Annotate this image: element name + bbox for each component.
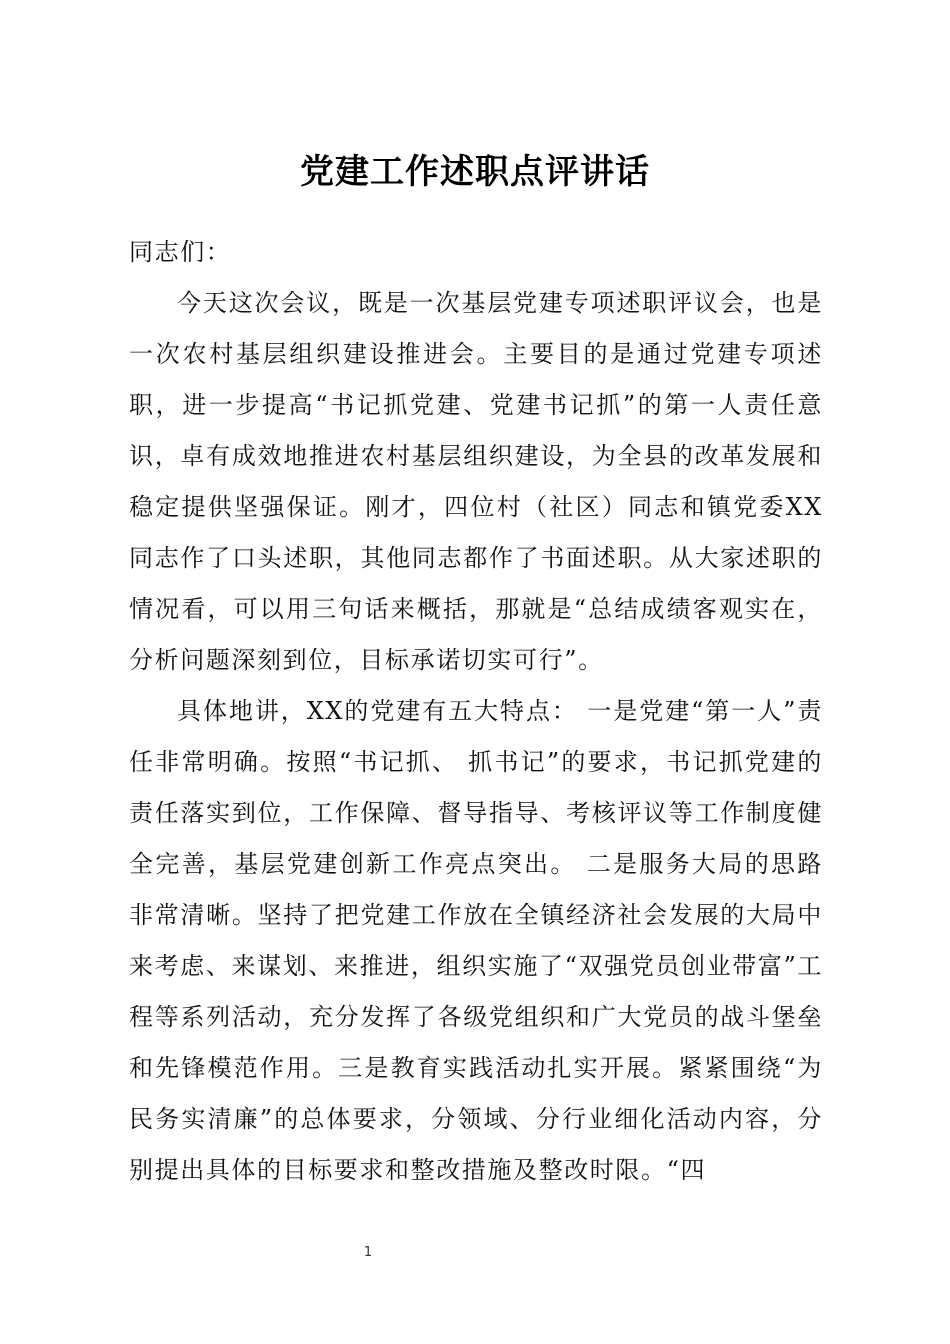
page-number: 1 (363, 1245, 373, 1260)
greeting-line: 同志们： (129, 238, 232, 266)
document-body (129, 227, 823, 1196)
paragraph-1: 今天这次会议，既是一次基层党建专项述职评议会，也是一次农村基层组织建设推进会。主要目的是通过党建专项述职，进一步提高“书记抓党建、党建书记抓”的第一人责任意识，卓有成效地推进农村基层组织建设，为全县的改革发展和稳定提供坚强保证。刚才，四位村（社区）同志和镇党委XX同志作了口头述职，其他同志都作了书面述职。从大家述职的情况看，可以用三句话来概括，那就是“总结成绩客观实在，分析问题深刻到位，目标承诺切实可行”。 (129, 289, 823, 674)
document-title: 党建工作述职点评讲话 (300, 152, 650, 192)
paragraph-2: 具体地讲，XX的党建有五大特点： 一是党建“第一人”责任非常明确。按照“书记抓、 抓书记”的要求，书记抓党建的责任落实到位，工作保障、督导指导、考核评议等工作制度健全完善，基层党建创新工作亮点突出。 二是服务大局的思路非常清晰。坚持了把党建工作放在全镇经济社会发展的大局中来考虑、来谋划、来推进，组织实施了“双强党员创业带富”工程等系列活动，充分发挥了各级党组织和广大党员的战斗堡垒和先锋模范作用。三是教育实践活动扎实开展。紧紧围绕“为民务实清廉”的总体要求，分领域、分行业细化活动内容，分别提出具体的目标要求和整改措施及整改时限。“四 (129, 697, 823, 1184)
